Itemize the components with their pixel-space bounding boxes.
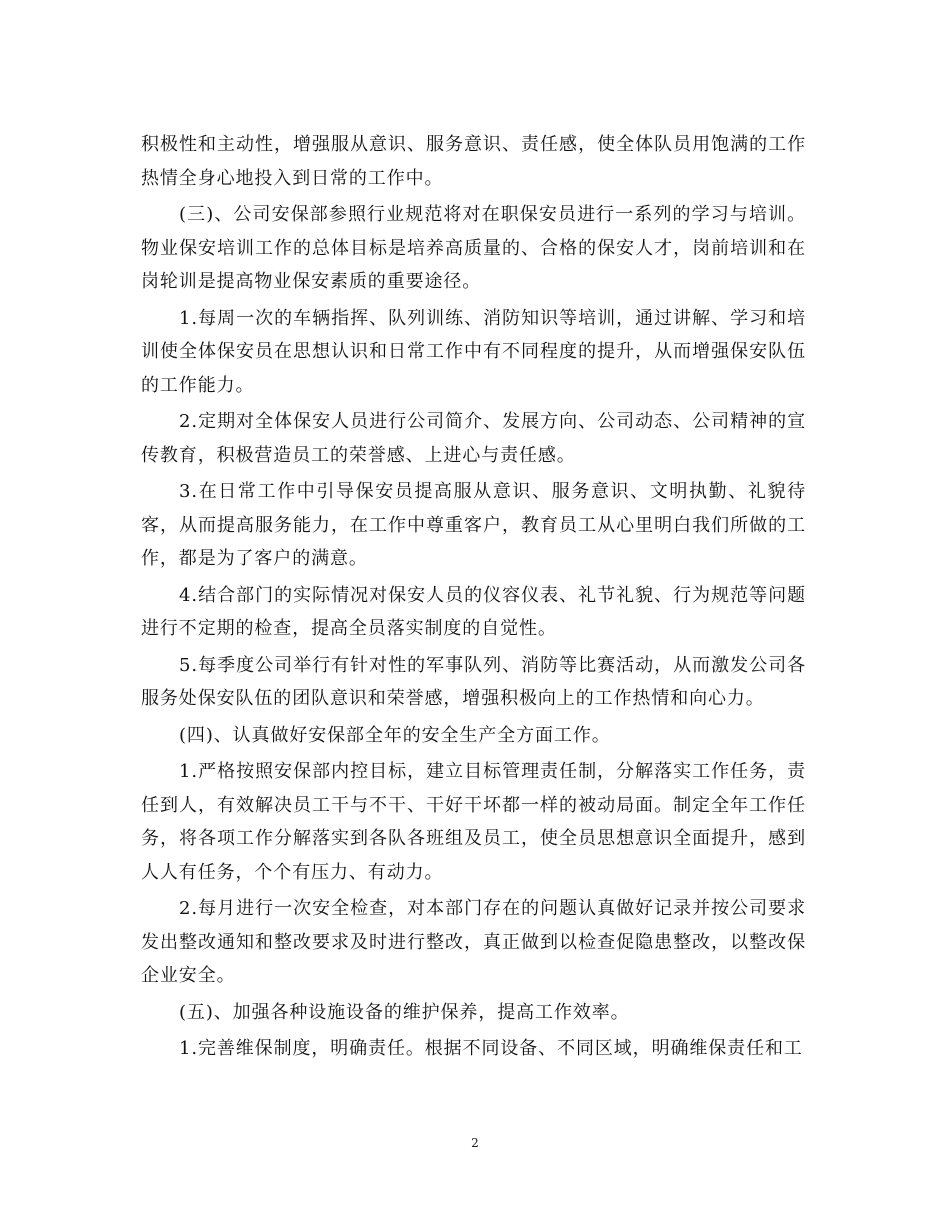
page-number: 2 [471, 1136, 479, 1150]
list-item: 2.定期对全体保安人员进行公司简介、发展方向、公司动态、公司精神的宣传教育，积极营造员工的荣誉感、上进心与责任感。 [141, 411, 806, 466]
list-item: 1.完善维保制度，明确责任。根据不同设备、不同区域，明确维保责任和工 [179, 1038, 803, 1059]
section-heading-3: (三)、公司安保部参照行业规范将对在职保安员进行一系列的学习与培训。物业保安培训工作的总体目标是培养高质量的、合格的保安人才，岗前培训和在岗轮训是提高物业保安素质的重要途径。 [141, 204, 806, 292]
document-body [141, 128, 806, 1069]
list-item: 3.在日常工作中引导保安员提高服从意识、服务意识、文明执勤、礼貌待客，从而提高服务能力，在工作中尊重客户，教育员工从心里明白我们所做的工作，都是为了客户的满意。 [141, 481, 806, 569]
list-item: 4.结合部门的实际情况对保安人员的仪容仪表、礼节礼貌、行为规范等问题进行不定期的检查，提高全员落实制度的自觉性。 [141, 584, 806, 639]
paragraph: 积极性和主动性，增强服从意识、服务意识、责任感，使全体队员用饱满的工作热情全身心地投入到日常的工作中。 [141, 134, 806, 189]
list-item: 1.每周一次的车辆指挥、队列训练、消防知识等培训，通过讲解、学习和培训使全体保安员在思想认识和日常工作中有不同程度的提升，从而增强保安队伍的工作能力。 [141, 307, 806, 396]
list-item: 5.每季度公司举行有针对性的军事队列、消防等比赛活动，从而激发公司各服务处保安队伍的团队意识和荣誉感，增强积极向上的工作热情和向心力。 [141, 654, 806, 709]
list-item: 1.严格按照安保部内控目标，建立目标管理责任制，分解落实工作任务，责任到人，有效解决员工干与不干、干好干坏都一样的被动局面。制定全年工作任务，将各项工作分解落实到各队各班组及员工，使全员思想意识全面提升，感到人人有任务，个个有压力、有动力。 [141, 761, 806, 883]
section-heading-5: (五)、加强各种设施设备的维护保养，提高工作效率。 [179, 1001, 630, 1023]
list-item: 2.每月进行一次安全检查，对本部门存在的问题认真做好记录并按公司要求发出整改通知和整改要求及时进行整改，真正做到以检查促隐患整改，以整改保企业安全。 [141, 898, 806, 986]
section-heading-4: (四)、认真做好安保部全年的安全生产全方面工作。 [179, 724, 611, 746]
